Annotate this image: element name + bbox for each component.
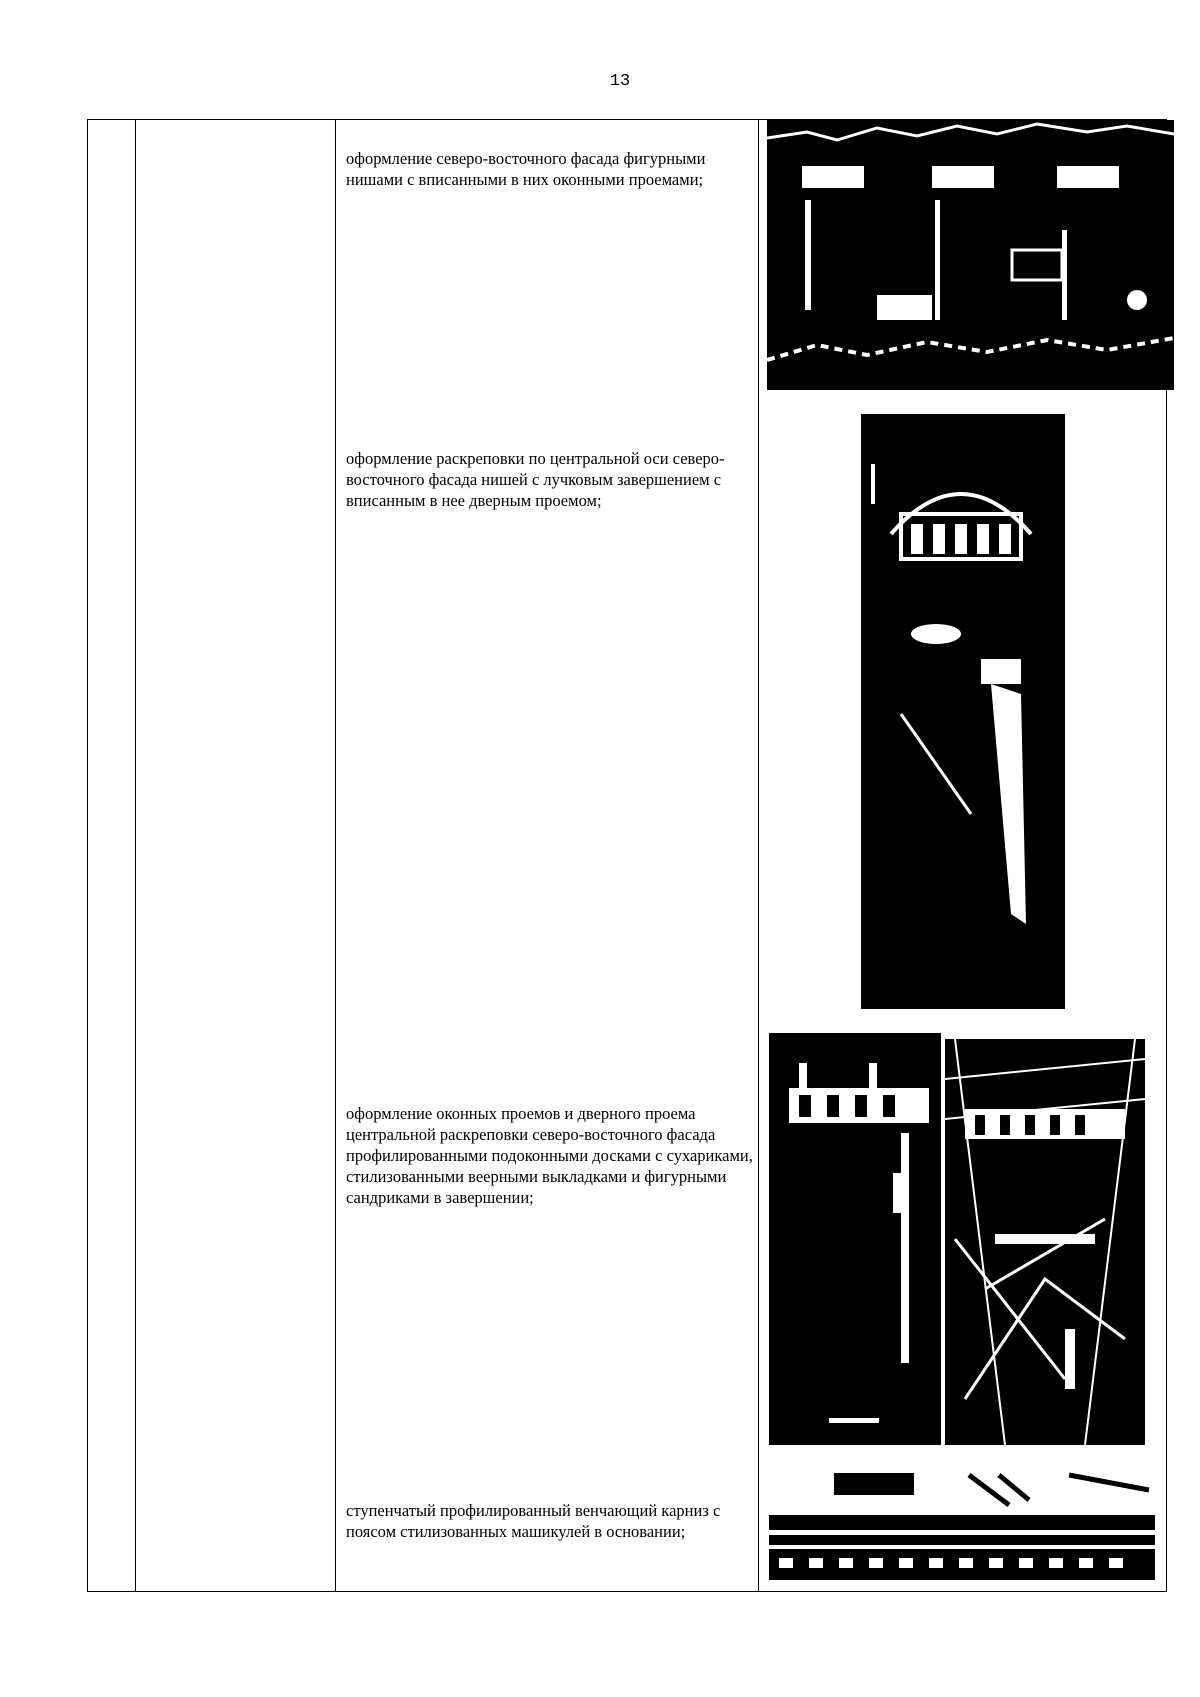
column-divider	[758, 120, 759, 1591]
cornice-photo	[769, 1470, 1155, 1580]
central-projection-photo	[861, 414, 1065, 1009]
row-description: оформление раскреповки по центральной оси северо-восточного фасада нишей с лучковым завершением с вписанным в нее дверным проемом;	[346, 449, 725, 510]
row-description: оформление оконных проемов и дверного проема центральной раскреповки северо-восточного фасада профилированными подоконными досками с сухариками, стилизованными веерными выкладками и фигурными сандриками в завершении;	[346, 1104, 753, 1207]
facade-trees-photo	[945, 1039, 1145, 1445]
column-divider	[335, 120, 336, 1591]
window-sandriks-photo	[769, 1033, 941, 1445]
page-number: 13	[609, 72, 631, 91]
column-divider	[135, 120, 136, 1591]
row-description: ступенчатый профилированный венчающий карниз с поясом стилизованных машикулей в основании;	[346, 1501, 721, 1541]
facade-niches-photo	[767, 120, 1174, 390]
row-description: оформление северо-восточного фасада фигурными нишами с вписанными в них оконными проемами;	[346, 149, 706, 189]
document-table	[87, 119, 1167, 1592]
